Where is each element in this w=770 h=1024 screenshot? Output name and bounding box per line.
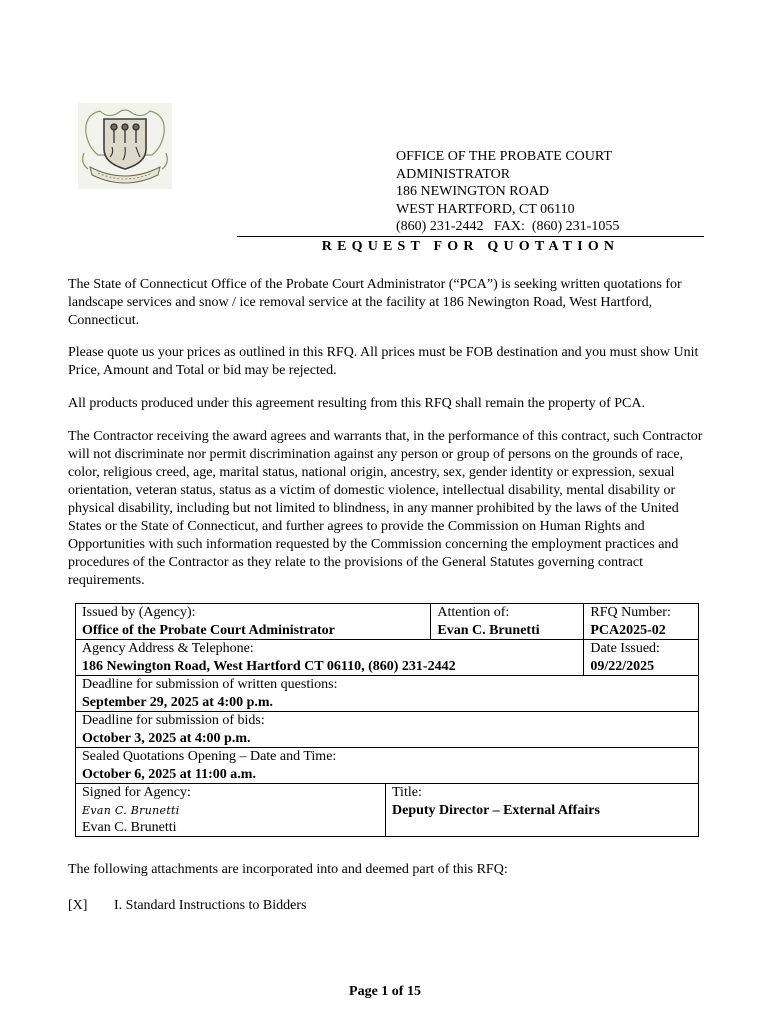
office-address-block	[396, 148, 716, 236]
attachment-checkbox-mark: [X]	[68, 898, 88, 913]
office-name-line-1: OFFICE OF THE PROBATE COURT	[396, 149, 612, 164]
document-title: REQUEST FOR QUOTATION	[321, 239, 620, 254]
title-cell	[386, 784, 699, 837]
signed-cell	[76, 784, 386, 837]
issued-by-cell	[76, 604, 431, 640]
issued-by-value: Office of the Probate Court Administrator	[82, 622, 335, 638]
date-issued-label: Date Issued:	[590, 641, 660, 656]
property-paragraph: All products produced under this agreement resulting from this RFQ shall remain the property of PCA.	[68, 396, 646, 411]
table-row	[76, 604, 699, 640]
attachment-label: I. Standard Instructions to Bidders	[114, 898, 307, 913]
attention-label: Attention of:	[437, 605, 510, 620]
address-cell	[76, 640, 584, 676]
attachments-intro: The following attachments are incorporated into and deemed part of this RFQ:	[68, 862, 508, 877]
rfq-number-label: RFQ Number:	[590, 605, 671, 620]
address-value: 186 Newington Road, West Hartford CT 06110, (860) 231-2442	[82, 658, 456, 674]
opening-cell	[76, 748, 699, 784]
office-name-line-2: ADMINISTRATOR	[396, 166, 511, 182]
attention-value: Evan C. Brunetti	[437, 622, 540, 638]
attention-cell	[431, 604, 584, 640]
signed-label: Signed for Agency:	[82, 785, 191, 800]
address-label: Agency Address & Telephone:	[82, 641, 254, 656]
date-issued-cell	[584, 640, 699, 676]
pricing-paragraph: Please quote us your prices as outlined in this RFQ. All prices must be FOB destination and you must show Unit Price, Amount and Total or bid may be rejected.	[68, 345, 699, 378]
office-city: WEST HARTFORD, CT 06110	[396, 201, 575, 217]
questions-deadline-label: Deadline for submission of written questions:	[82, 677, 338, 692]
questions-deadline-value: September 29, 2025 at 4:00 p.m.	[82, 694, 274, 710]
table-row	[76, 784, 699, 837]
table-row	[76, 712, 699, 748]
issued-by-label: Issued by (Agency):	[82, 605, 196, 620]
signature: Evan C. Brunetti	[82, 803, 180, 817]
opening-value: October 6, 2025 at 11:00 a.m.	[82, 766, 256, 782]
header-divider	[237, 236, 704, 237]
list-item	[68, 898, 306, 914]
bids-deadline-cell	[76, 712, 699, 748]
intro-paragraph: The State of Connecticut Office of the Probate Court Administrator (“PCA”) is seeking written quotations for landscape services and snow / ice removal service at the facility at 186 Newington Road, West Hartford, Connecticut.	[68, 277, 682, 328]
rfq-number-cell	[584, 604, 699, 640]
signer-name: Evan C. Brunetti	[82, 819, 177, 835]
nondiscrimination-paragraph: The Contractor receiving the award agrees and warrants that, in the performance of this contract, such Contractor will not discriminate nor permit discrimination against any person or group of persons on the grounds of race, color, religious creed, age, marital status, national origin, ancestry, sex, gender identity or expression, sexual orientation, veteran status, status as a victim of domestic violence, intellectual disability, mental disability or physical disability, including but not limited to blindness, in any manner prohibited by the laws of the United States or the State of Connecticut, and further agrees to provide the Commission on Human Rights and Opportunities with such information requested by the Commission concerning the employment practices and procedures of the Contractor as they relate to the provisions of the General Statutes governing contract requirements.	[68, 429, 703, 588]
office-phone-fax: (860) 231-2442 FAX: (860) 231-1055	[396, 219, 620, 234]
table-row	[76, 640, 699, 676]
table-row	[76, 676, 699, 712]
rfq-info-table	[75, 603, 699, 837]
table-row	[76, 748, 699, 784]
bids-deadline-label: Deadline for submission of bids:	[82, 713, 265, 728]
title-label: Title:	[392, 785, 422, 800]
rfq-number-value: PCA2025-02	[590, 622, 666, 638]
questions-deadline-cell	[76, 676, 699, 712]
page-number: Page 1 of 15	[349, 984, 421, 999]
state-seal-logo	[78, 103, 172, 189]
bids-deadline-value: October 3, 2025 at 4:00 p.m.	[82, 730, 251, 746]
title-value: Deputy Director – External Affairs	[392, 802, 600, 818]
office-street: 186 NEWINGTON ROAD	[396, 184, 549, 199]
date-issued-value: 09/22/2025	[590, 658, 655, 674]
opening-label: Sealed Quotations Opening – Date and Time:	[82, 749, 337, 764]
